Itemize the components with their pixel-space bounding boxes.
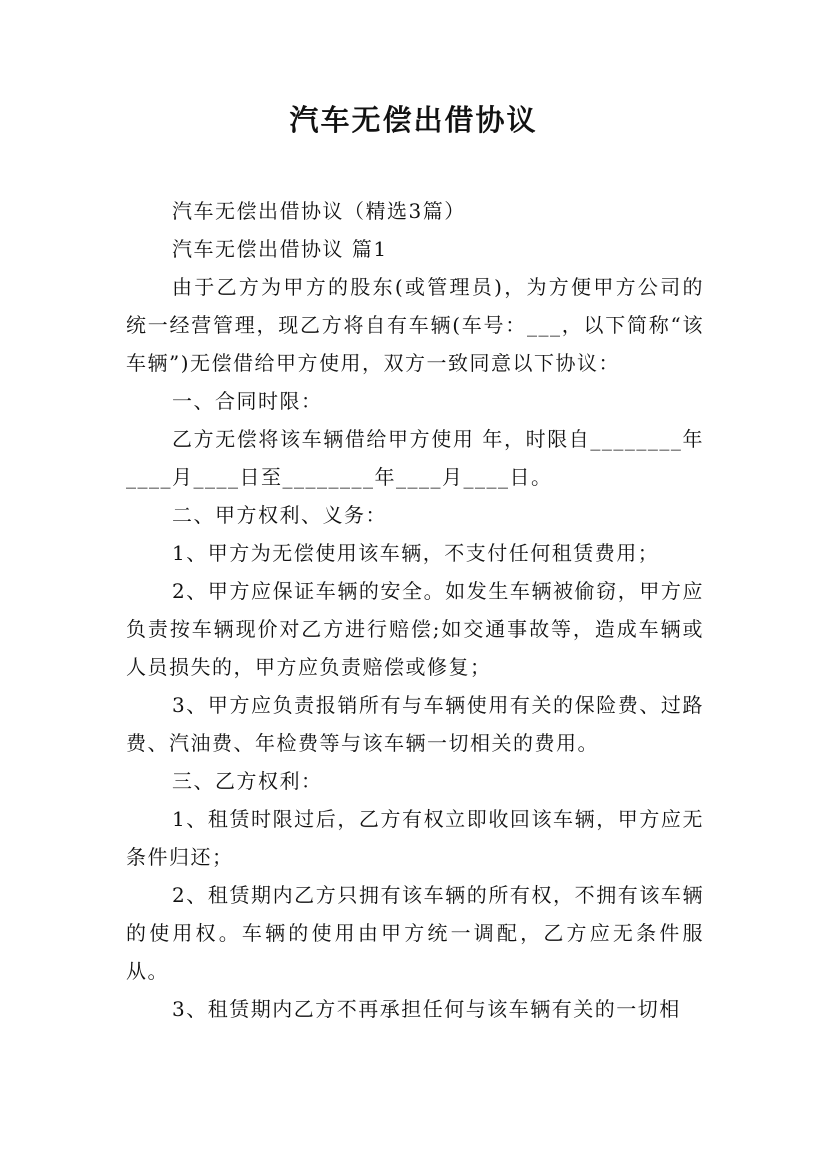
document-title: 汽车无偿出借协议 — [289, 103, 538, 137]
intro-paragraph: 由于乙方为甲方的股东(或管理员)，为方便甲方公司的统一经营管理，现乙方将自有车辆(车号：___，以下简称“该车辆”)无偿借给甲方使用，双方一致同意以下协议： — [126, 275, 704, 375]
party-b-item-1: 1、租赁时限过后，乙方有权立即收回该车辆，甲方应无条件归还； — [126, 807, 704, 869]
party-a-item-2: 2、甲方应保证车辆的安全。如发生车辆被偷窃，甲方应负责按车辆现价对乙方进行赔偿;如交通事故等，造成车辆或人员损失的，甲方应负责赔偿或修复； — [126, 579, 704, 679]
section-heading: 汽车无偿出借协议 篇1 — [172, 237, 388, 261]
party-a-item-1: 1、甲方为无偿使用该车辆，不支付任何租赁费用； — [172, 541, 660, 565]
clause-heading-party-b: 三、乙方权利： — [172, 769, 323, 793]
clause-heading-term: 一、合同时限： — [172, 389, 323, 413]
party-a-item-3: 3、甲方应负责报销所有与车辆使用有关的保险费、过路费、汽油费、年检费等与该车辆一切相关的费用。 — [126, 693, 704, 755]
party-b-item-2: 2、租赁期内乙方只拥有该车辆的所有权，不拥有该车辆的使用权。车辆的使用由甲方统一调配，乙方应无条件服从。 — [126, 883, 704, 983]
party-b-item-3: 3、租赁期内乙方不再承担任何与该车辆有关的一切相 — [172, 997, 681, 1021]
document-body — [126, 192, 704, 1028]
term-paragraph: 乙方无偿将该车辆借给甲方使用 年，时限自________年____月____日至________年____月____日。 — [126, 427, 704, 489]
subtitle-paragraph: 汽车无偿出借协议（精选3篇） — [172, 199, 466, 223]
clause-heading-party-a: 二、甲方权利、义务： — [172, 503, 387, 527]
